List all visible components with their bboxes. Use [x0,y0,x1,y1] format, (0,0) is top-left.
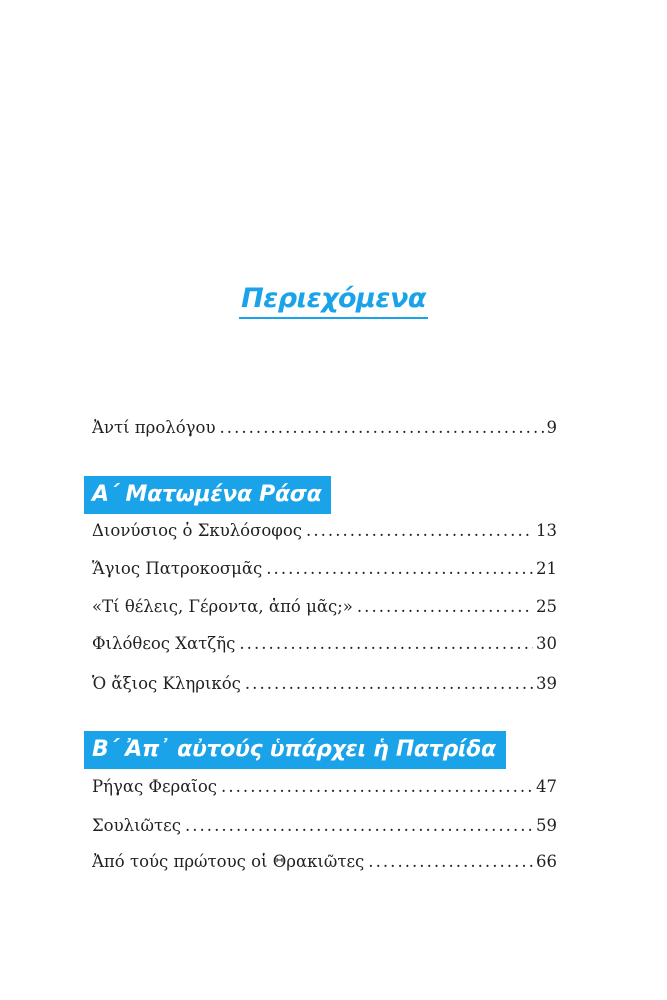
entry-label: Ἀπό τούς πρώτους οἱ Θρακιῶτες [92,852,365,871]
toc-entry[interactable] [92,597,557,621]
entry-page-number: 39 [536,674,557,693]
entry-label: Ἀντί προλόγου [92,418,216,437]
entry-label: Ρήγας Φεραῖος [92,777,218,796]
leader-dots [306,521,533,540]
entry-page-number: 25 [536,597,557,616]
toc-entry[interactable] [92,777,557,801]
leader-dots [357,597,533,616]
leader-dots [368,852,533,871]
leader-dots [266,559,533,578]
leader-dots [245,674,533,693]
entry-label: Ἅγιος Πατροκοσμᾶς [92,559,263,578]
toc-entry-intro[interactable] [92,418,557,442]
toc-entry[interactable] [92,521,557,545]
entry-page-number: 66 [536,852,557,871]
entry-page-number: 59 [536,816,557,835]
entry-label: Φιλόθεος Χατζῆς [92,634,236,653]
toc-title: Περιεχόμενα [239,283,428,319]
leader-dots [221,777,533,796]
entry-page-number: 9 [546,418,557,437]
entry-label: «Τί θέλεις, Γέροντα, ἀπό μᾶς;» [92,597,353,616]
section-heading-b: Β΄ Ἀπ᾿ αὐτούς ὑπάρχει ἡ Πατρίδα [84,731,506,769]
toc-entry[interactable] [92,674,557,698]
entry-page-number: 30 [536,634,557,653]
entry-label: Σουλιῶτες [92,816,181,835]
leader-dots [239,634,533,653]
entry-label: Ὁ ἄξιος Κληρικός [92,674,241,693]
toc-entry[interactable] [92,852,557,876]
leader-dots [185,816,533,835]
entry-page-number: 47 [536,777,557,796]
toc-entry[interactable] [92,634,557,658]
entry-label: Διονύσιος ὁ Σκυλόσοφος [92,521,303,540]
toc-entry[interactable] [92,559,557,583]
toc-title-wrapper [0,283,667,319]
entry-page-number: 21 [536,559,557,578]
leader-dots [219,418,543,437]
entry-page-number: 13 [536,521,557,540]
toc-entry[interactable] [92,816,557,840]
section-heading-a: Α΄ Ματωμένα Ράσα [84,476,331,514]
